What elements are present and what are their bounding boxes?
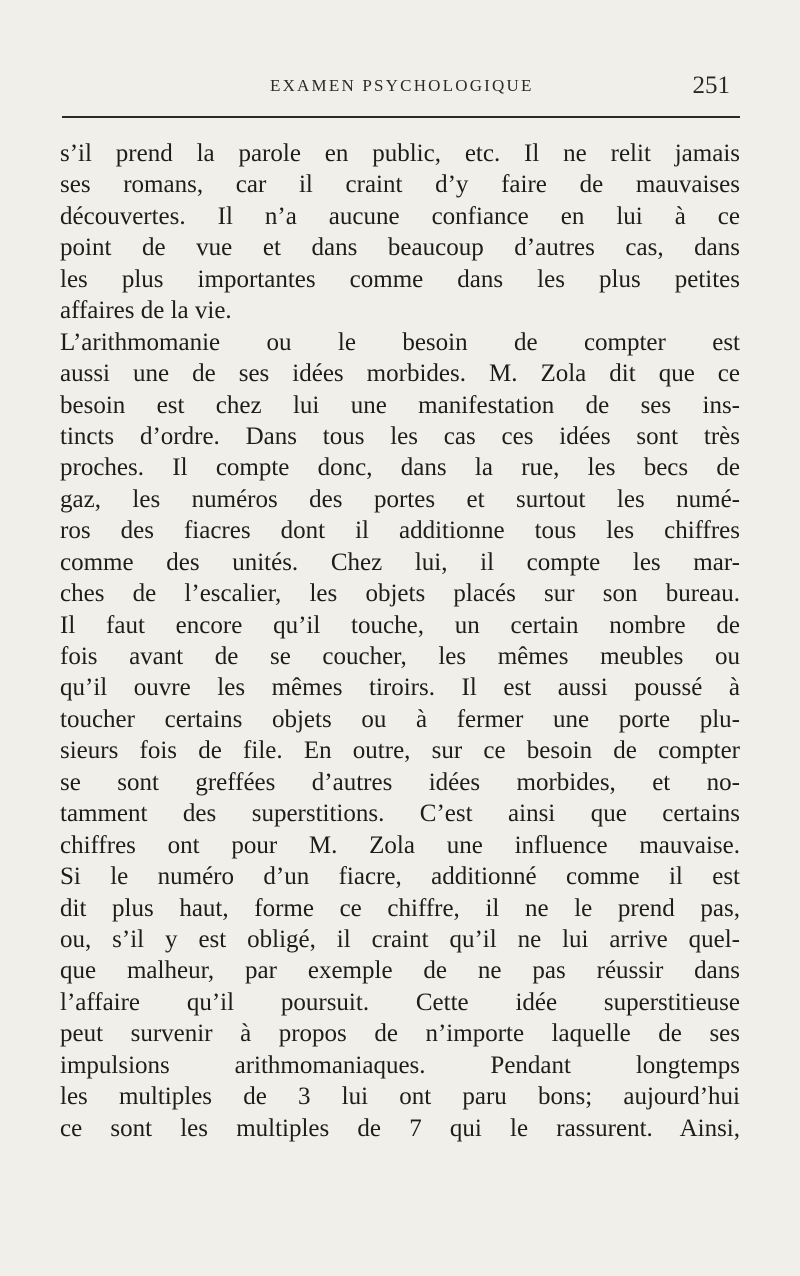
page-number: 251	[692, 72, 730, 99]
text-line: gaz, les numéros des portes et surtout les numé-	[60, 485, 740, 513]
text-line: ce sont les multiples de 7 qui le rassurent. Ainsi,	[60, 1114, 740, 1142]
text-line: fois avant de se coucher, les mêmes meubles ou	[60, 643, 740, 670]
text-line: chiffres ont pour M. Zola une influence mauvaise.	[60, 831, 740, 859]
text-line: ches de l’escalier, les objets placés sur son bureau.	[60, 580, 740, 608]
text-line: sieurs fois de file. En outre, sur ce besoin de compter	[60, 737, 740, 765]
text-line: ou, s’il y est obligé, il craint qu’il ne lui arrive quel-	[60, 925, 740, 953]
running-head	[60, 72, 740, 106]
text-line: Il faut encore qu’il touche, un certain nombre de	[60, 611, 740, 639]
text-line: affaires de la vie.	[60, 297, 232, 325]
text-line: les multiples de 3 lui ont paru bons; aujourd’hui	[60, 1083, 740, 1111]
body-text	[60, 138, 740, 1144]
text-line: aussi une de ses idées morbides. M. Zola dit que ce	[60, 360, 740, 388]
text-line: comme des unités. Chez lui, il compte les mar-	[60, 548, 740, 576]
text-line: l’affaire qu’il poursuit. Cette idée superstitieuse	[60, 988, 740, 1016]
text-line: les plus importantes comme dans les plus petites	[60, 265, 740, 293]
text-line: ses romans, car il craint d’y faire de mauvaises	[60, 171, 740, 199]
text-line: tamment des superstitions. C’est ainsi que certains	[60, 800, 740, 828]
text-line: toucher certains objets ou à fermer une porte plu-	[60, 705, 740, 733]
text-line: ros des fiacres dont il additionne tous les chiffres	[60, 517, 740, 545]
text-line: découvertes. Il n’a aucune confiance en lui à ce	[60, 202, 740, 230]
text-line: impulsions arithmomaniaques. Pendant longtemps	[60, 1051, 740, 1079]
text-line: s’il prend la parole en public, etc. Il ne relit jamais	[60, 140, 740, 167]
header-rule	[62, 116, 740, 118]
paragraph-start-line: L’arithmomanie ou le besoin de compter est	[60, 328, 740, 356]
text-line: peut survenir à propos de n’importe laquelle de ses	[60, 1020, 740, 1048]
text-line: tincts d’ordre. Dans tous les cas ces idées sont très	[60, 422, 740, 450]
text-line: point de vue et dans beaucoup d’autres cas, dans	[60, 234, 740, 262]
text-line: qu’il ouvre les mêmes tiroirs. Il est aussi poussé à	[60, 674, 740, 702]
text-line: besoin est chez lui une manifestation de ses ins-	[60, 391, 740, 419]
running-title: EXAMEN PSYCHOLOGIQUE	[270, 76, 534, 95]
text-line: Si le numéro d’un fiacre, additionné comme il est	[60, 863, 740, 891]
text-line: se sont greffées d’autres idées morbides, et no-	[60, 768, 740, 796]
text-line: que malheur, par exemple de ne pas réussir dans	[60, 957, 740, 985]
text-line: proches. Il compte donc, dans la rue, les becs de	[60, 454, 740, 482]
text-line: dit plus haut, forme ce chiffre, il ne le prend pas,	[60, 894, 740, 922]
